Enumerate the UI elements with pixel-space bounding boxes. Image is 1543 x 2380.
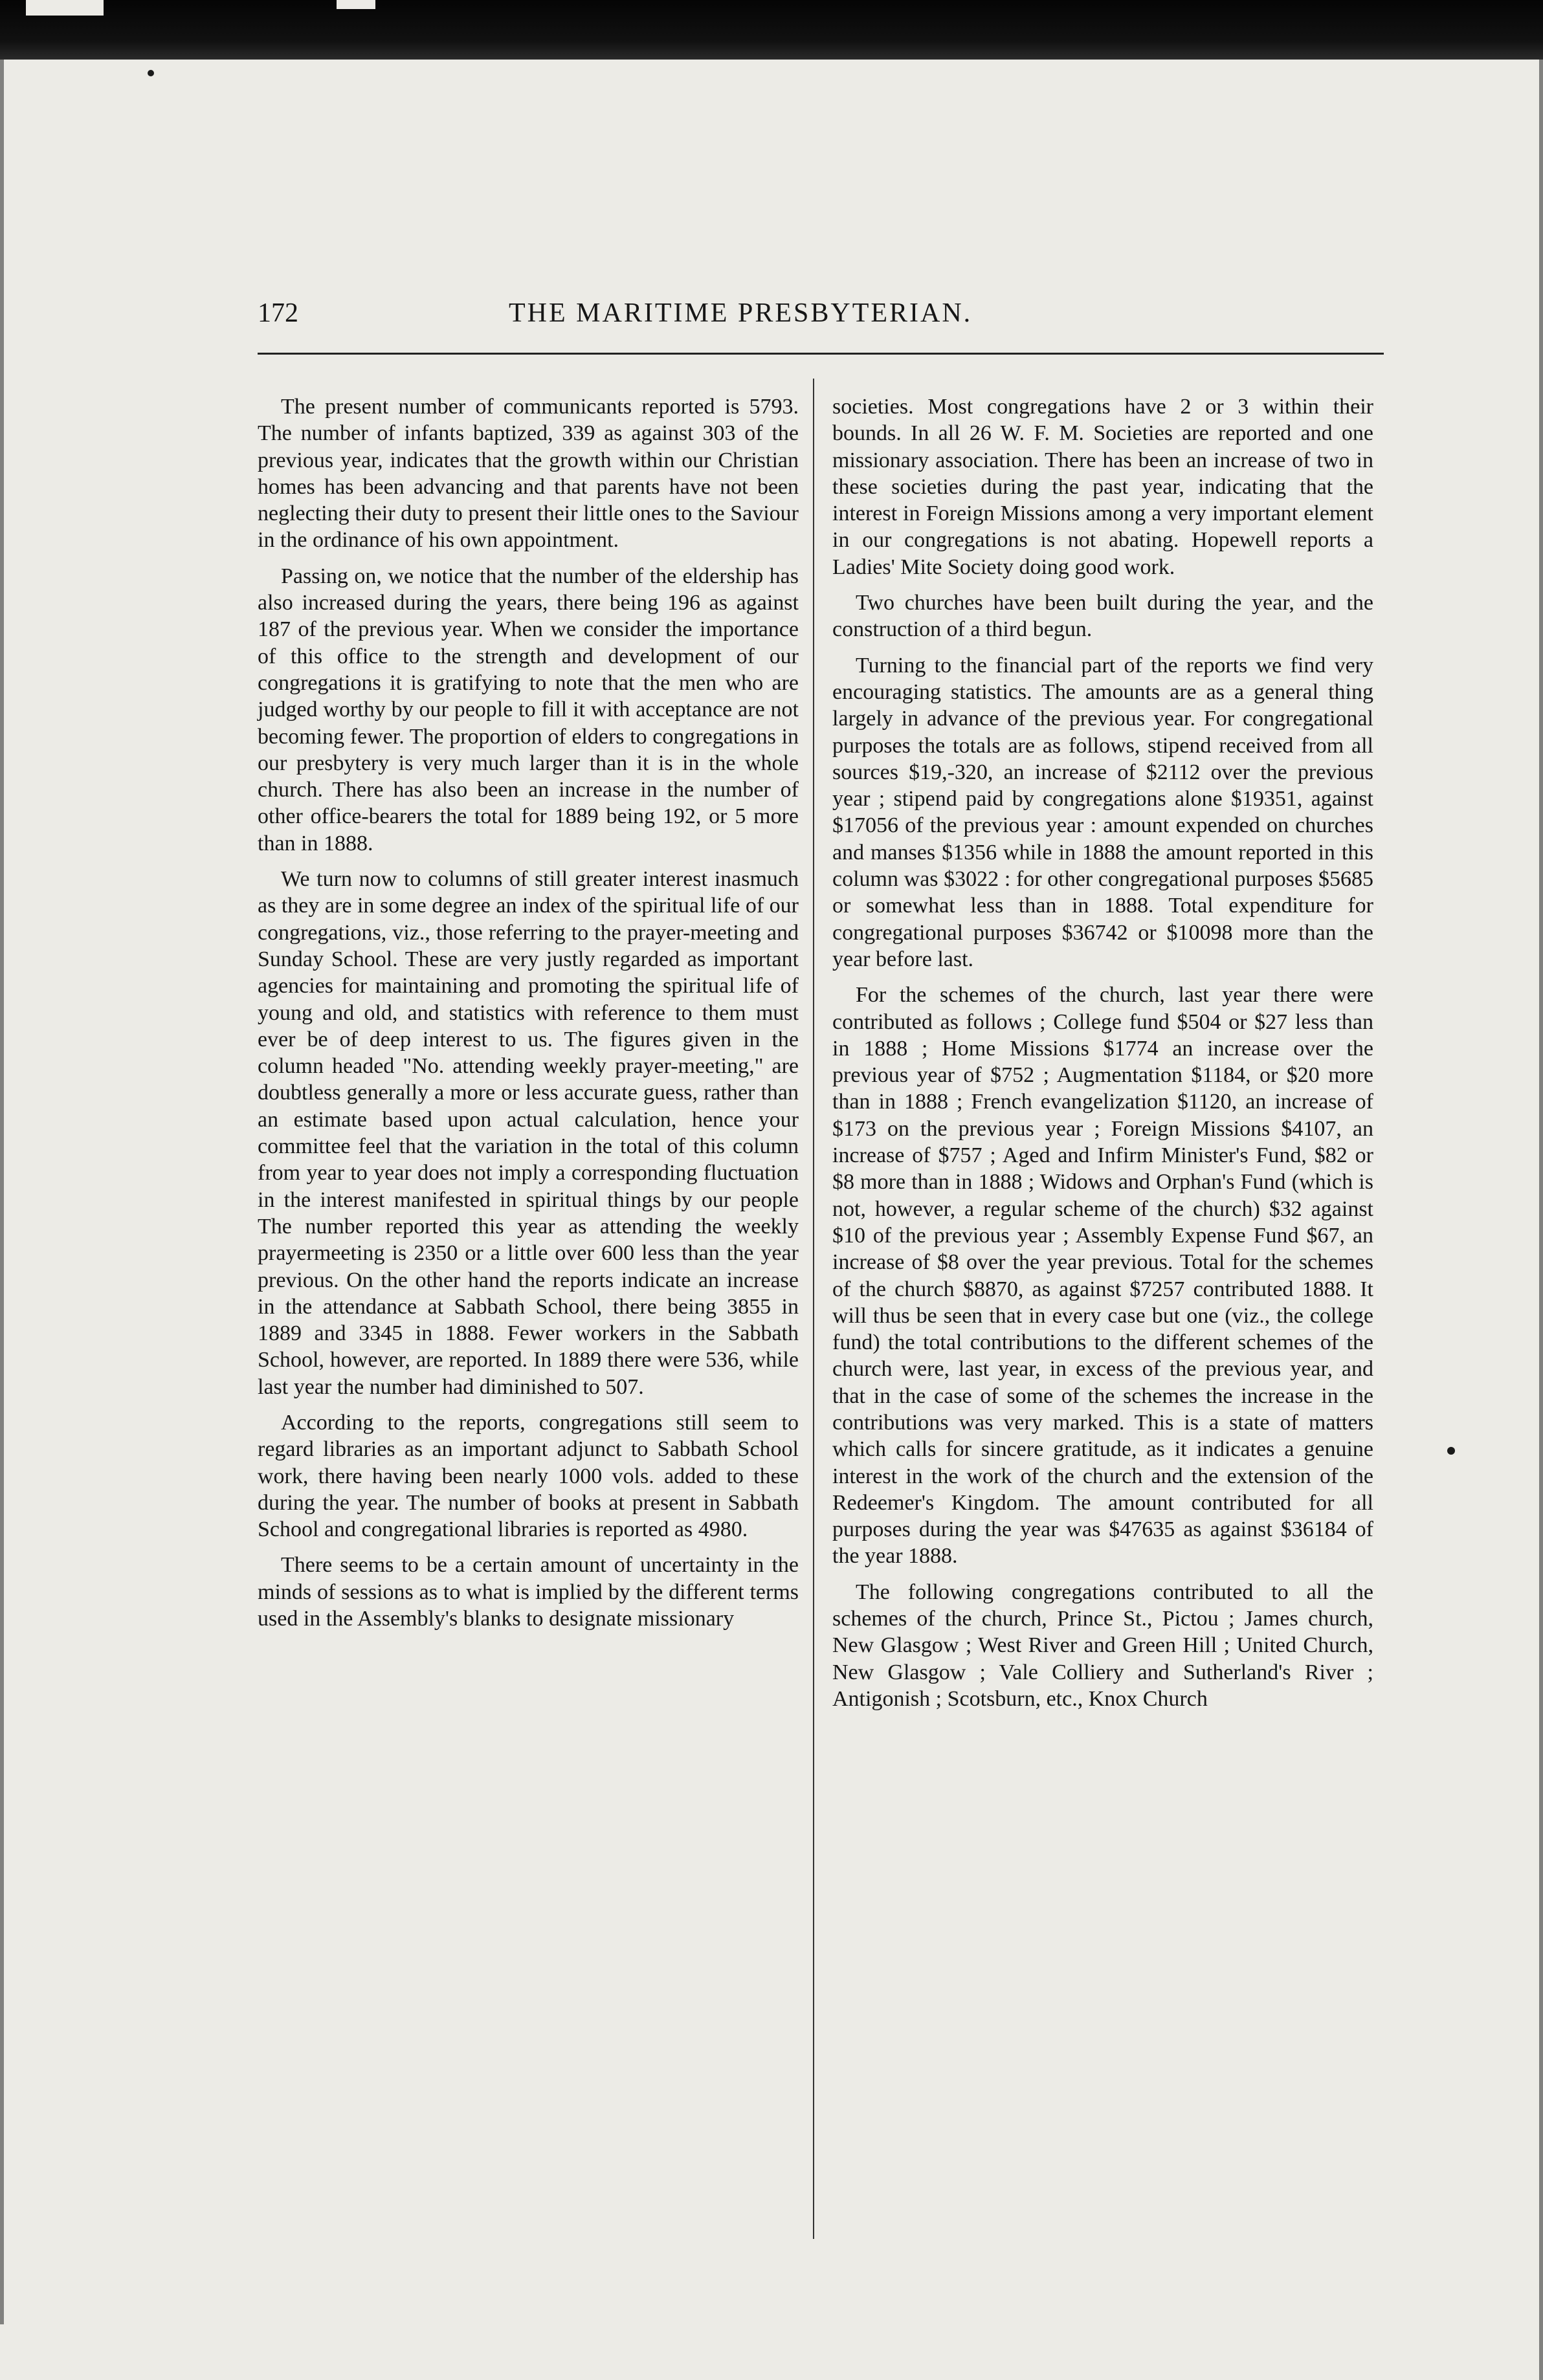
paragraph: There seems to be a certain amount of uncertainty in the minds of sessions as to what is implied by the different terms used in the Assembly's blanks to designate missionary: [258, 1553, 799, 1631]
paragraph: According to the reports, congregations still seem to regard libraries as an important adjunct to Sabbath School work, there having been nearly 1000 vols. added to these during the year. The number of books at present in Sabbath School and congregational libraries is reported as 4980.: [258, 1410, 799, 1542]
paragraph: Passing on, we notice that the number of the eldership has also increased during the years, there being 196 as against 187 of the previous year. When we consider the importance of this office to the strength and development of our congregations it is gratifying to note that the men who are judged worthy by our people to fill it with acceptance are not becoming fewer. The proportion of elders to congregations in our presbytery is very much larger than it is in the whole church. There has also been an increase in the number of other office-bearers the total for 1889 being 192, or 5 more than in 1888.: [258, 564, 799, 855]
paragraph: Two churches have been built during the year, and the construction of a third begun.: [832, 591, 1373, 642]
running-title: THE MARITIME PRESBYTERIAN.: [509, 298, 973, 328]
paragraph: For the schemes of the church, last year there were contributed as follows ; College fund $504 or $27 less than in 1888 ; Home Missions $1774 an increase over the previous year of $752 ; Augmentation $1184, or $20 more than in 1888 ; French evangelization $1120, an increase of $173 on the previous year ; Foreign Missions $4107, an increase of $757 ; Aged and Infirm Minister's Fund, $82 or $8 more than in 1888 ; Widows and Orphan's Fund (which is not, however, a regular scheme of the church) $32 against $10 of the previous year ; Assembly Expense Fund $67, an increase of $8 over the year previous. Total for the schemes of the church $8870, as against $7257 contributed 1888. It will thus be seen that in every case but one (viz., the college fund) the total contributions to the different schemes of the church were, last year, in excess of the previous year, and that in the case of some of the schemes the increase in the contributions was very marked. This is a state of matters which calls for sincere gratitude, as it indicates a genuine interest in the work of the church and the extension of the Redeemer's Kingdom. The amount contributed for all purposes during the year was $47635 as against $36184 of the year 1888.: [832, 983, 1373, 1569]
scan-speck: [148, 70, 154, 76]
scan-border-top: [0, 0, 1543, 60]
scan-notch: [337, 0, 375, 9]
paragraph: societies. Most congregations have 2 or 3 within their bounds. In all 26 W. F. M. Societies are reported and one missionary association. There has been an increase of two in these societies during the past year, indicating that the interest in Foreign Missions among a very important element in our congregations is not abating. Hopewell reports a Ladies' Mite Society doing good work.: [832, 395, 1373, 579]
column-separator: [813, 379, 814, 2239]
scan-border-left: [0, 60, 4, 2324]
left-column: [258, 393, 799, 1641]
page-number: 172: [258, 298, 298, 328]
scan-speck: [1447, 1447, 1455, 1455]
scan-notch: [26, 0, 104, 16]
paragraph: The following congregations contributed to all the schemes of the church, Prince St., Pictou ; James church, New Glasgow ; West River and Green Hill ; United Church, New Glasgow ; Vale Colliery and Sutherland's River ; Antigonish ; Scotsburn, etc., Knox Church: [832, 1580, 1373, 1711]
header-rule: [258, 353, 1384, 355]
scan-border-right: [1539, 60, 1543, 2380]
paragraph: We turn now to columns of still greater interest inasmuch as they are in some degree an index of the spiritual life of our congregations, viz., those referring to the prayer-meeting and Sunday School. These are very justly regarded as important agencies for maintaining and promoting the spiritual life of young and old, and statistics with reference to them must ever be of deep interest to us. The figures given in the column headed "No. attending weekly prayer-meeting," are doubtless generally a more or less accurate guess, rather than an estimate based upon actual calculation, hence your committee feel that the variation in the total of this column from year to year does not imply a corresponding fluctuation in the interest manifested in spiritual things by our people The number reported this year as attending the weekly prayermeeting is 2350 or a little over 600 less than the year previous. On the other hand the reports indicate an increase in the attendance at Sabbath School, there being 3855 in 1889 and 3345 in 1888. Fewer workers in the Sabbath School, however, are reported. In 1889 there were 536, while last year the number had diminished to 507.: [258, 867, 799, 1399]
page-header: [258, 298, 1377, 349]
paragraph: Turning to the financial part of the reports we find very encouraging statistics. The amounts are as a general thing largely in advance of the previous year. For congregational purposes the totals are as follows, stipend received from all sources $19,-320, an increase of $2112 over the previous year ; stipend paid by congregations alone $19351, against $17056 of the previous year : amount expended on churches and manses $1356 while in 1888 the amount reported in this column was $3022 : for other congregational purposes $5685 or somewhat less than in 1888. Total expenditure for congregational purposes $36742 or $10098 more than the year before last.: [832, 653, 1373, 971]
right-column: [832, 393, 1373, 1721]
paragraph: The present number of communicants reported is 5793. The number of infants baptized, 339 as against 303 of the previous year, indicates that the growth within our Christian homes has been advancing and that parents have not been neglecting their duty to present their little ones to the Saviour in the ordinance of his own appointment.: [258, 395, 799, 553]
